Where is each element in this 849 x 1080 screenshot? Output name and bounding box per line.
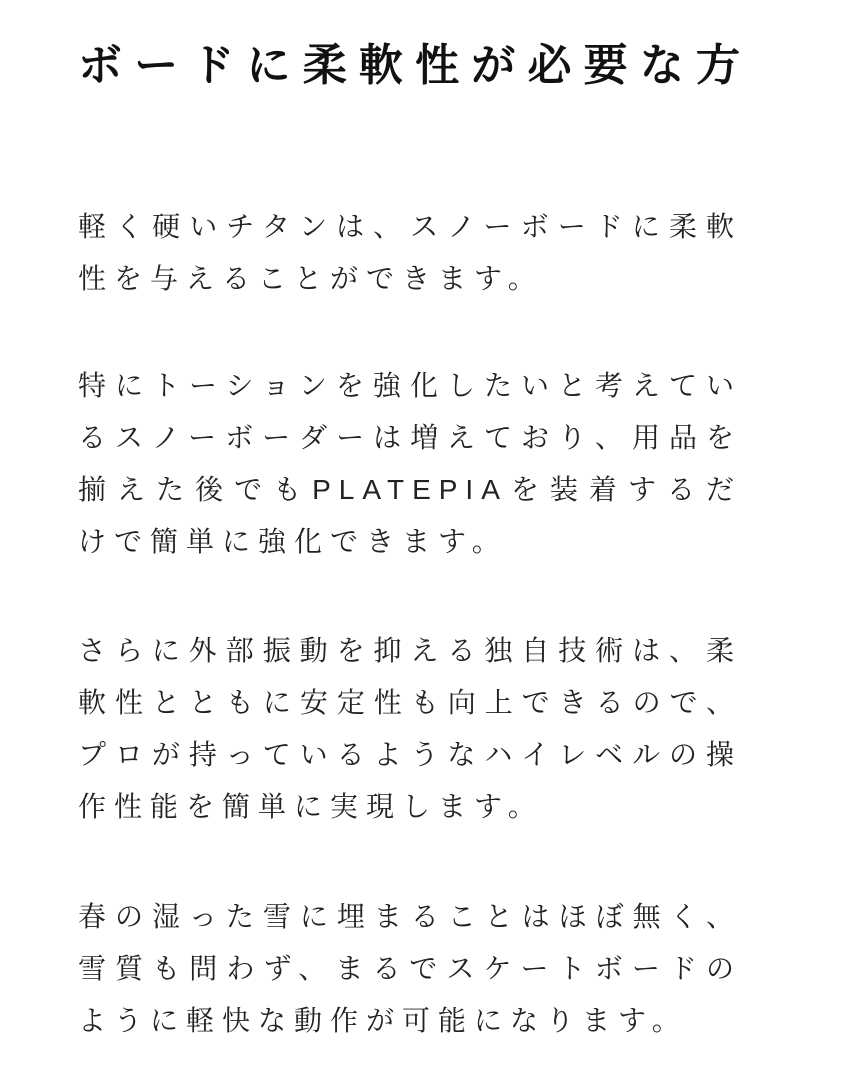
paragraph-4: [78, 891, 742, 1047]
paragraph-2: [78, 360, 742, 568]
paragraph-3: [78, 625, 742, 833]
page-heading: ボードに柔軟性が必要な方: [78, 41, 742, 90]
paragraph-line: 性を与えることができます。: [78, 263, 544, 294]
article: [78, 0, 742, 1080]
paragraph-line: 雪質も問わず、まるでスケートボードの: [78, 953, 742, 984]
paragraph-line: 特にトーションを強化したいと考えてい: [78, 370, 742, 401]
paragraph-line: るスノーボーダーは増えており、用品を: [78, 422, 742, 453]
paragraph-line: 軽く硬いチタンは、スノーボードに柔軟: [78, 211, 742, 242]
paragraph-line: けで簡単に強化できます。: [78, 526, 508, 557]
paragraph-line: ように軽快な動作が可能になります。: [78, 1005, 688, 1036]
paragraph-line: さらに外部振動を抑える独自技術は、柔: [78, 635, 742, 666]
paragraph-line: プロが持っているようなハイレベルの操: [78, 739, 742, 770]
paragraph-line: 春の湿った雪に埋まることはほぼ無く、: [78, 901, 742, 932]
paragraph-line: 軟性とともに安定性も向上できるので、: [78, 687, 742, 718]
paragraph-line: 作性能を簡単に実現します。: [78, 791, 544, 822]
paragraph-1: [78, 201, 742, 305]
paragraph-line: 揃えた後でもPLATEPIAを装着するだ: [78, 474, 742, 505]
